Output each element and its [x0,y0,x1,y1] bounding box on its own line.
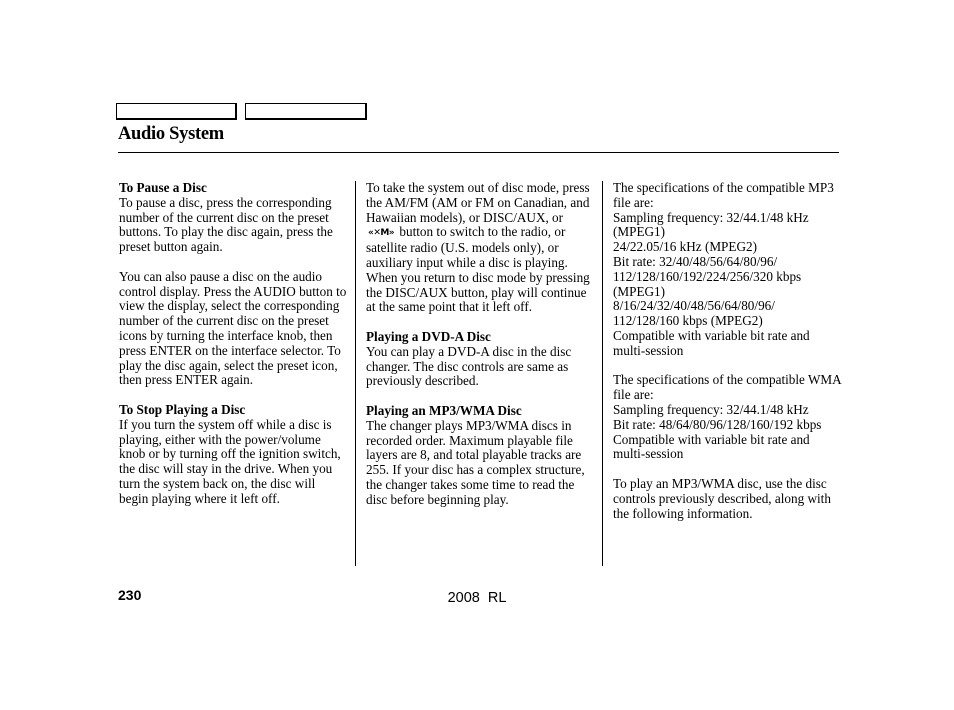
pause-disc-display-paragraph: You can also pause a disc on the audio control display. Press the AUDIO button to view the display, select the corresponding number of the current disc on the preset icons by turning the interface knob, then press ENTER on the interface selector. To play the disc again, select the preset icon, then press ENTER again. [119,268,347,388]
mp3-sampling-mpeg1: Sampling frequency: 32/44.1/48 kHz (MPEG1) [613,209,809,240]
mp3-compat: Compatible with variable bit rate and multi-session [613,327,810,358]
page-title: Audio System [118,124,224,144]
play-info-paragraph: To play an MP3/WMA disc, use the disc controls previously described, along with the following information. [613,475,831,521]
page-number: 230 [118,587,142,603]
wma-spec-intro: The specifications of the compatible WMA file are: [613,372,841,403]
mp3-bitrate-mpeg2: 8/16/24/32/40/48/56/64/80/96/ 112/128/160 kbps (MPEG2) [613,298,775,329]
wma-sampling: Sampling frequency: 32/44.1/48 kHz [613,401,809,417]
footer-model [0,590,954,606]
mp3-spec-intro: The specifications of the compatible MP3 file are: [613,180,834,210]
wma-compat: Compatible with variable bit rate and multi-session [613,431,810,462]
nav-button-index[interactable] [245,103,367,120]
wma-bitrate: Bit rate: 48/64/80/96/128/160/192 kbps [613,416,822,432]
disc-mode-paragraph [366,181,596,315]
text-column-3 [613,181,843,521]
pause-disc-heading: To Pause a Disc [119,180,207,195]
mp3-sampling-mpeg2: 24/22.05/16 kHz (MPEG2) [613,239,757,255]
dvda-heading: Playing a DVD-A Disc [366,328,491,344]
pause-disc-paragraph: To pause a disc, press the corresponding number of the current disc on the preset buttons. To play the disc again, press the preset button again. [119,194,333,255]
nav-button-main-menu[interactable] [116,103,237,120]
column-divider [355,181,356,566]
mp3-bitrate-mpeg1: Bit rate: 32/40/48/56/64/80/96/ 112/128/160/192/224/256/320 kbps (MPEG1) [613,253,802,299]
disc-mode-text-before: To take the system out of disc mode, press the AM/FM (AM or FM on Canadian, and Hawaiian models), or DISC/AUX, or [366,180,590,225]
dvda-paragraph: You can play a DVD-A disc in the disc changer. The disc controls are same as previously described. [366,343,572,389]
text-column-2 [366,181,596,508]
mp3-wma-paragraph: The changer plays MP3/WMA discs in recorded order. Maximum playable file layers are 8, and total playable tracks are 255. If your disc has a complex structure, the changer takes some time to read the disc before beginning play. [366,417,585,507]
footer-model-text: 2008 RL [447,590,507,606]
stop-disc-paragraph: If you turn the system off while a disc is playing, either with the power/volume knob or by turning off the ignition switch, the disc will stay in the drive. When you turn the system back on, the disc will begin playing where it left off. [119,416,341,506]
title-divider [118,152,839,153]
disc-mode-text-after: button to switch to the radio, or satellite radio (U.S. models only), or auxiliary input while a disc is playing. When you return to disc mode by pressing the DISC/AUX button, play will continue at the same point that it left off. [366,224,590,315]
xm-button-icon: «✕M» [368,228,395,239]
column-divider [602,181,603,566]
stop-disc-heading: To Stop Playing a Disc [119,401,246,417]
text-column-1 [119,181,347,507]
mp3-wma-heading: Playing an MP3/WMA Disc [366,402,522,418]
